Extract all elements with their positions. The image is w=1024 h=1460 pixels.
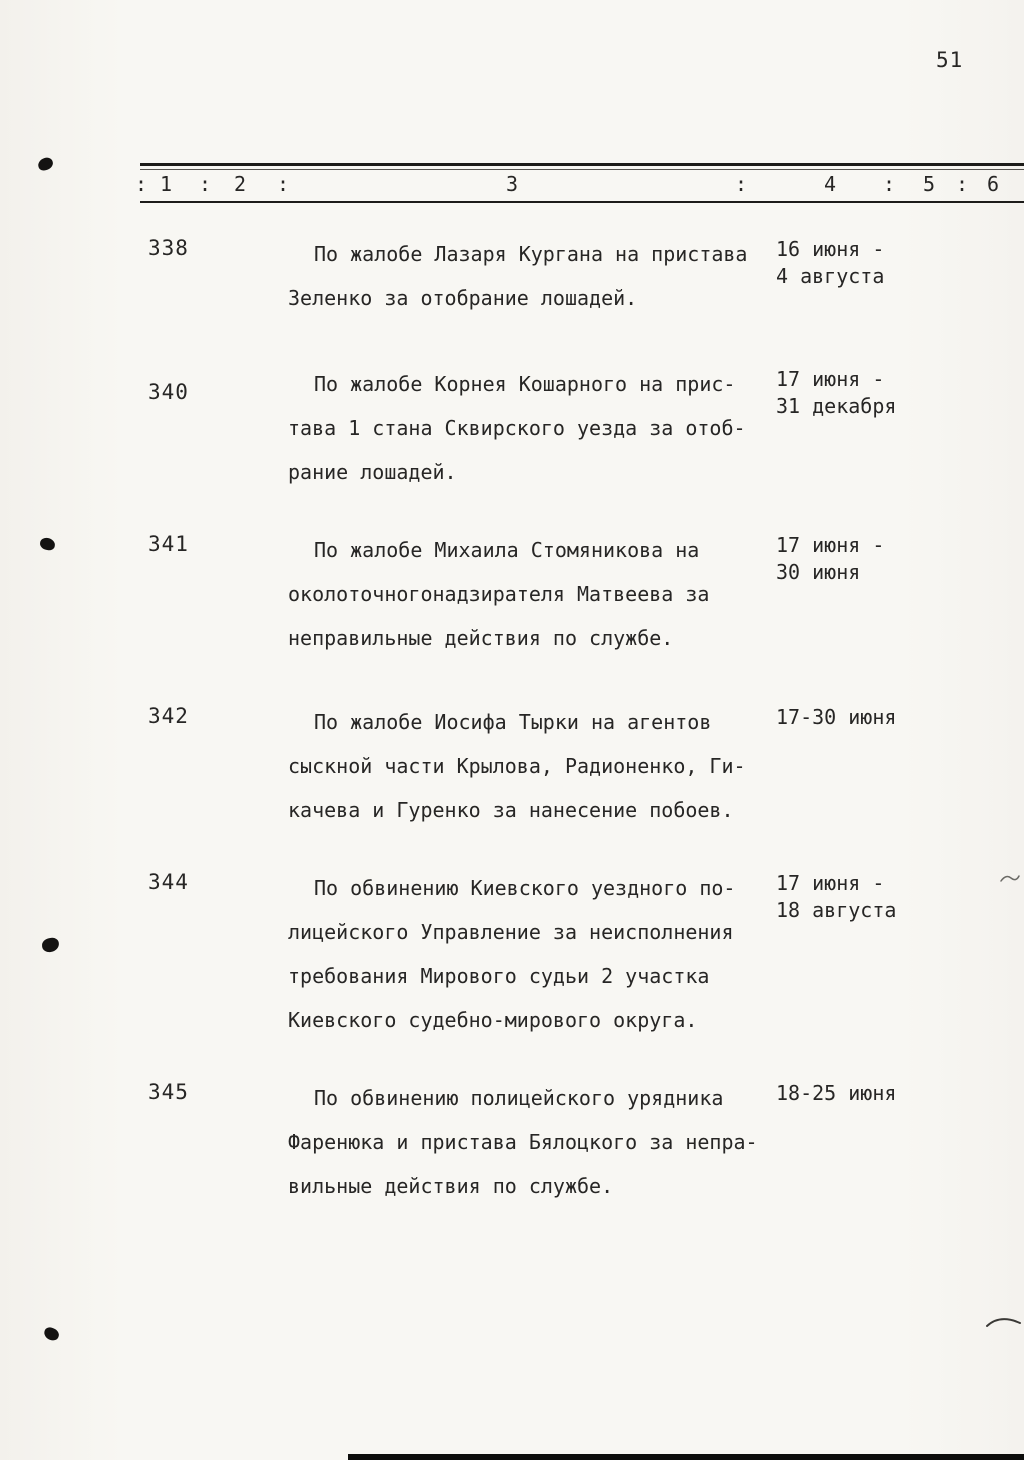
description-line: неправильные действия по службе. xyxy=(288,626,674,650)
description-line: качева и Гуренко за нанесение побоев. xyxy=(288,798,734,822)
description-line: По жалобе Иосифа Тырки на агентов xyxy=(314,710,712,734)
description-line: По обвинению полицейского урядника xyxy=(314,1086,724,1110)
header-bottom-rule xyxy=(140,201,1024,203)
entry-dates xyxy=(776,236,1016,290)
description-line: По жалобе Лазаря Кургана на пристава xyxy=(314,242,748,266)
date-line: 17-30 июня xyxy=(776,705,897,729)
scan-edge-bar xyxy=(348,1454,1024,1460)
entry-description xyxy=(288,866,780,1042)
date-line: 16 июня - xyxy=(776,237,885,261)
entry-number: 345 xyxy=(148,1080,189,1104)
description-line: Зеленко за отобрание лошадей. xyxy=(288,286,638,310)
description-line: По жалобе Михаила Стомяникова на xyxy=(314,538,700,562)
date-line: 17 июня - xyxy=(776,871,885,895)
ink-blot xyxy=(39,537,56,551)
entry-description xyxy=(288,232,780,320)
entry-number: 340 xyxy=(148,380,189,404)
description-line: По жалобе Корнея Кошарного на прис- xyxy=(314,372,736,396)
description-line: рание лошадей. xyxy=(288,460,457,484)
date-line: 31 декабря xyxy=(776,394,897,418)
pen-mark-small xyxy=(1000,872,1020,884)
date-line: 30 июня xyxy=(776,560,861,584)
entry-dates xyxy=(776,366,1016,420)
entry-dates xyxy=(776,1080,1016,1107)
header-cell-5: 5 xyxy=(922,172,936,196)
date-line: 4 августа xyxy=(776,264,885,288)
header-cell-separator: : xyxy=(955,172,969,196)
description-line: сыскной части Крылова, Радионенко, Ги- xyxy=(288,754,746,778)
entry-number: 344 xyxy=(148,870,189,894)
description-line: околоточногонадзирателя Матвеева за xyxy=(288,582,710,606)
description-line: лицейского Управление за неисполнения xyxy=(288,920,734,944)
date-line: 17 июня - xyxy=(776,533,885,557)
header-cell-separator: : xyxy=(882,172,896,196)
date-line: 18-25 июня xyxy=(776,1081,897,1105)
entry-dates xyxy=(776,870,1016,924)
header-cell-6: 6 xyxy=(986,172,1000,196)
description-line: требования Мирового судьи 2 участка xyxy=(288,964,710,988)
entry-number: 338 xyxy=(148,236,189,260)
ink-blot xyxy=(42,1326,60,1342)
header-cell-separator: : xyxy=(134,172,148,196)
entry-description xyxy=(288,362,780,494)
description-line: тава 1 стана Сквирского уезда за отоб- xyxy=(288,416,746,440)
pen-mark xyxy=(986,1316,1022,1332)
header-cell-separator: : xyxy=(734,172,748,196)
entry-number: 342 xyxy=(148,704,189,728)
header-cell-3: 3 xyxy=(505,172,519,196)
header-cell-1: 1 xyxy=(159,172,173,196)
entry-description xyxy=(288,700,780,832)
header-cell-separator: : xyxy=(276,172,290,196)
entry-number: 341 xyxy=(148,532,189,556)
date-line: 18 августа xyxy=(776,898,897,922)
header-cell-2: 2 xyxy=(233,172,247,196)
description-line: вильные действия по службе. xyxy=(288,1174,614,1198)
table-header xyxy=(0,172,1024,200)
ink-blot xyxy=(37,156,55,172)
description-line: Киевского судебно-мирового округа. xyxy=(288,1008,698,1032)
entry-dates xyxy=(776,532,1016,586)
header-top-rule-thin xyxy=(140,169,1024,170)
description-line: Фаренюка и пристава Бялоцкого за непра- xyxy=(288,1130,758,1154)
entry-description xyxy=(288,1076,780,1208)
header-cell-separator: : xyxy=(198,172,212,196)
date-line: 17 июня - xyxy=(776,367,885,391)
page-number: 51 xyxy=(936,48,964,72)
ink-blot xyxy=(41,937,60,953)
header-cell-4: 4 xyxy=(823,172,837,196)
entry-dates xyxy=(776,704,1016,731)
header-top-rule-thick xyxy=(140,163,1024,166)
description-line: По обвинению Киевского уездного по- xyxy=(314,876,736,900)
entry-description xyxy=(288,528,780,660)
